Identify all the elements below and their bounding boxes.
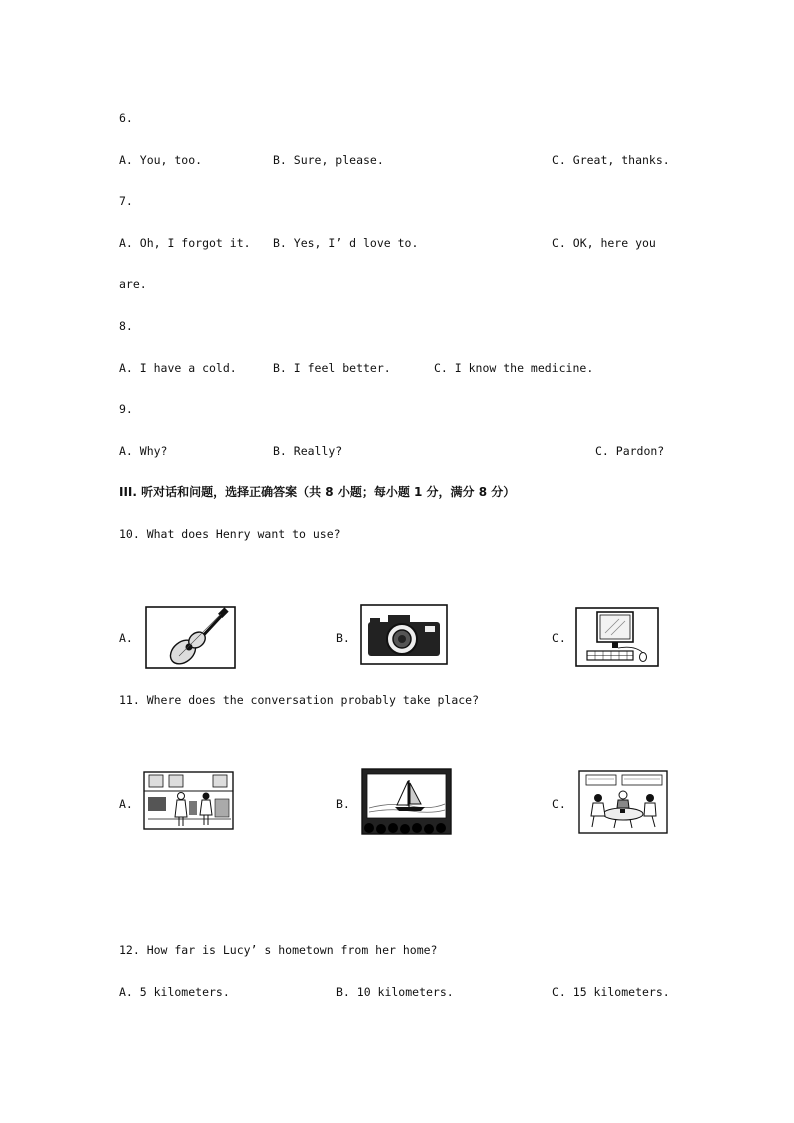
question-7-number: 7. xyxy=(119,194,133,208)
computer-icon[interactable] xyxy=(575,607,660,668)
cinema-icon[interactable] xyxy=(361,768,453,836)
question-8-number: 8. xyxy=(119,319,133,333)
question-9-number: 9. xyxy=(119,402,133,416)
question-6-option-a[interactable]: A. You, too. xyxy=(119,153,203,167)
question-7-option-c[interactable]: C. OK, here you xyxy=(552,236,656,250)
question-7-option-c-continued: are. xyxy=(119,277,147,291)
question-10-text: 10. What does Henry want to use? xyxy=(119,527,341,541)
question-10-option-b[interactable]: B. xyxy=(336,631,350,645)
question-6-option-c[interactable]: C. Great, thanks. xyxy=(552,153,670,167)
question-7-option-a[interactable]: A. Oh, I forgot it. xyxy=(119,236,251,250)
question-12-text: 12. How far is Lucy’ s hometown from her home? xyxy=(119,943,438,957)
camera-icon[interactable] xyxy=(360,604,449,666)
question-8-option-a[interactable]: A. I have a cold. xyxy=(119,361,237,375)
question-9-option-a[interactable]: A. Why? xyxy=(119,444,168,458)
question-6-number: 6. xyxy=(119,111,133,125)
question-11-option-c[interactable]: C. xyxy=(552,797,566,811)
question-12-option-b[interactable]: B. 10 kilometers. xyxy=(336,985,454,999)
restaurant-icon[interactable] xyxy=(578,770,669,835)
guitar-icon[interactable] xyxy=(145,606,237,670)
clothing-store-icon[interactable] xyxy=(143,771,235,831)
question-11-option-b[interactable]: B. xyxy=(336,797,350,811)
question-10-option-a[interactable]: A. xyxy=(119,631,133,645)
section-3-heading: III. 听对话和问题，选择正确答案（共 8 小题；每小题 1 分，满分 8 分） xyxy=(119,485,516,499)
question-12-option-a[interactable]: A. 5 kilometers. xyxy=(119,985,230,999)
question-12-option-c[interactable]: C. 15 kilometers. xyxy=(552,985,670,999)
question-7-option-b[interactable]: B. Yes, I’ d love to. xyxy=(273,236,419,250)
question-11-option-a[interactable]: A. xyxy=(119,797,133,811)
question-11-text: 11. Where does the conversation probably take place? xyxy=(119,693,480,707)
question-8-option-b[interactable]: B. I feel better. xyxy=(273,361,391,375)
question-10-option-c[interactable]: C. xyxy=(552,631,566,645)
question-6-option-b[interactable]: B. Sure, please. xyxy=(273,153,384,167)
question-8-option-c[interactable]: C. I know the medicine. xyxy=(434,361,594,375)
question-9-option-c[interactable]: C. Pardon? xyxy=(595,444,665,458)
question-9-option-b[interactable]: B. Really? xyxy=(273,444,343,458)
